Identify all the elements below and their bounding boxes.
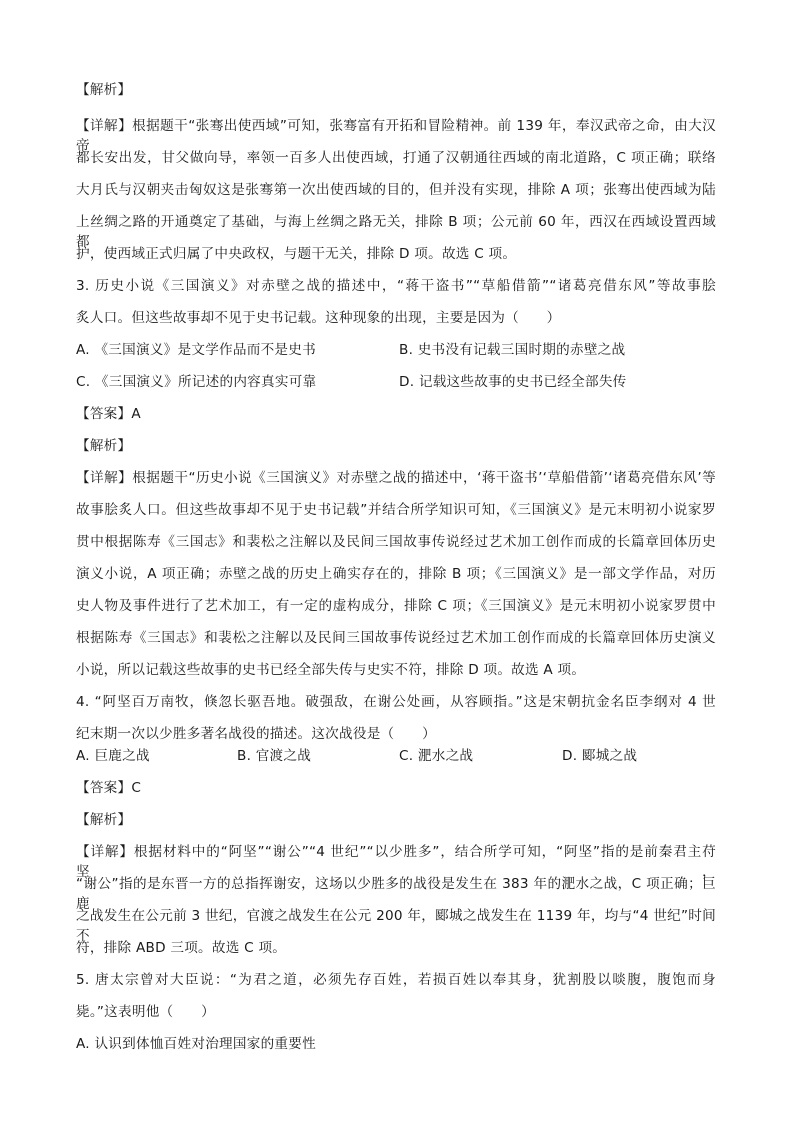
question-5-text: 毙。”这表明他（ ）: [76, 1004, 215, 1020]
q3-option-d: D. 记载这些故事的史书已经全部失传: [399, 374, 627, 390]
detail-text: 都长安出发，甘父做向导，率领一百多人出使西域，打通了汉朝通往西域的南北道路，C 项正确；联络: [76, 150, 716, 166]
q4-option-d: D. 郾城之战: [562, 748, 638, 764]
detail-text: 小说，所以记载这些故事的史书已经全部失传与史实不符，排除 D 项。故选 A 项。: [76, 662, 586, 678]
question-3-text: 炙人口。但这些故事却不见于史书记载。这种现象的出现，主要是因为（ ）: [76, 310, 561, 326]
q4-option-a: A. 巨鹿之战: [76, 748, 150, 764]
detail-text: 故事脍炙人口。但这些故事却不见于史书记载”并结合所学知识可知，《三国演义》是元末明初小说家罗: [76, 502, 716, 518]
question-5-text: 5. 唐太宗曾对大臣说：“为君之道，必须先存百姓，若损百姓以奉其身，犹割股以啖腹，腹饱而身: [76, 972, 716, 988]
detail-text: 贯中根据陈寿《三国志》和裴松之注解以及民间三国故事传说经过艺术加工创作而成的长篇章回体历史: [76, 534, 716, 550]
analysis-heading: 【解析】: [76, 82, 132, 98]
q4-option-c: C. 淝水之战: [399, 748, 474, 764]
q4-option-b: B. 官渡之战: [237, 748, 312, 764]
detail-text: 大月氏与汉朝夹击匈奴这是张骞第一次出使西域的目的，但并没有实现，排除 A 项；张骞出使西域为陆: [76, 182, 716, 198]
detail-text: “谢公”指的是东晋一方的总指挥谢安，这场以少胜多的战役是发生在 383 年的淝水之战，C 项正确；巨鹿: [76, 876, 716, 912]
detail-text: 史人物及事件进行了艺术加工，有一定的虚构成分，排除 C 项；《三国演义》是元末明初小说家罗贯中: [76, 598, 716, 614]
detail-text: 根据陈寿《三国志》和裴松之注解以及民间三国故事传说经过艺术加工创作而成的长篇章回体历史演义: [76, 630, 716, 646]
answer-label: 【答案】C: [76, 780, 142, 796]
question-4-text: 4. “阿坚百万南牧，倏忽长驱吾地。破强敌，在谢公处画，从容顾指。”这是宋朝抗金名臣李纲对 4 世: [76, 694, 716, 710]
detail-text: 演义小说，A 项正确；赤壁之战的历史上确实存在的，排除 B 项；《三国演义》是一部文学作品，对历: [76, 566, 716, 582]
q3-option-b: B. 史书没有记载三国时期的赤壁之战: [399, 342, 626, 358]
question-3-text: 3. 历史小说《三国演义》对赤壁之战的描述中，“蒋干盗书”“草船借箭”“诸葛亮借东风”等故事脍: [76, 278, 716, 294]
detail-text: 【详解】根据题干“历史小说《三国演义》对赤壁之战的描述中，‘蒋干盗书’‘草船借箭’‘诸葛亮借东风’等: [76, 470, 716, 486]
detail-text: 之战发生在公元前 3 世纪，官渡之战发生在公元 200 年，郾城之战发生在 1139 年，均与“4 世纪”时间不: [76, 908, 716, 944]
detail-text: 护，使西域正式归属了中央政权，与题干无关，排除 D 项。故选 C 项。: [76, 246, 517, 262]
analysis-heading: 【解析】: [76, 438, 132, 454]
answer-label: 【答案】A: [76, 406, 141, 422]
option-a: A. 认识到体恤百姓对治理国家的重要性: [76, 1036, 316, 1052]
analysis-heading: 【解析】: [76, 812, 132, 828]
q3-option-c: C. 《三国演义》所记述的内容真实可靠: [76, 374, 317, 390]
question-4-text: 纪末期一次以少胜多著名战役的描述。这次战役是（ ）: [76, 726, 436, 742]
detail-text: 符，排除 ABD 三项。故选 C 项。: [76, 940, 287, 956]
detail-text: 上丝绸之路的开通奠定了基础，与海上丝绸之路无关，排除 B 项；公元前 60 年，西汉在西域设置西域都: [76, 214, 716, 250]
detail-text: 【详解】根据材料中的“阿坚”“谢公”“4 世纪”“以少胜多”，结合所学可知，“阿坚”指的是前秦君主苻坚，: [76, 844, 716, 880]
detail-text: 【详解】根据题干“张骞出使西域”可知，张骞富有开拓和冒险精神。前 139 年，奉汉武帝之命，由大汉帝: [76, 118, 716, 154]
q3-option-a: A. 《三国演义》是文学作品而不是史书: [76, 342, 316, 358]
